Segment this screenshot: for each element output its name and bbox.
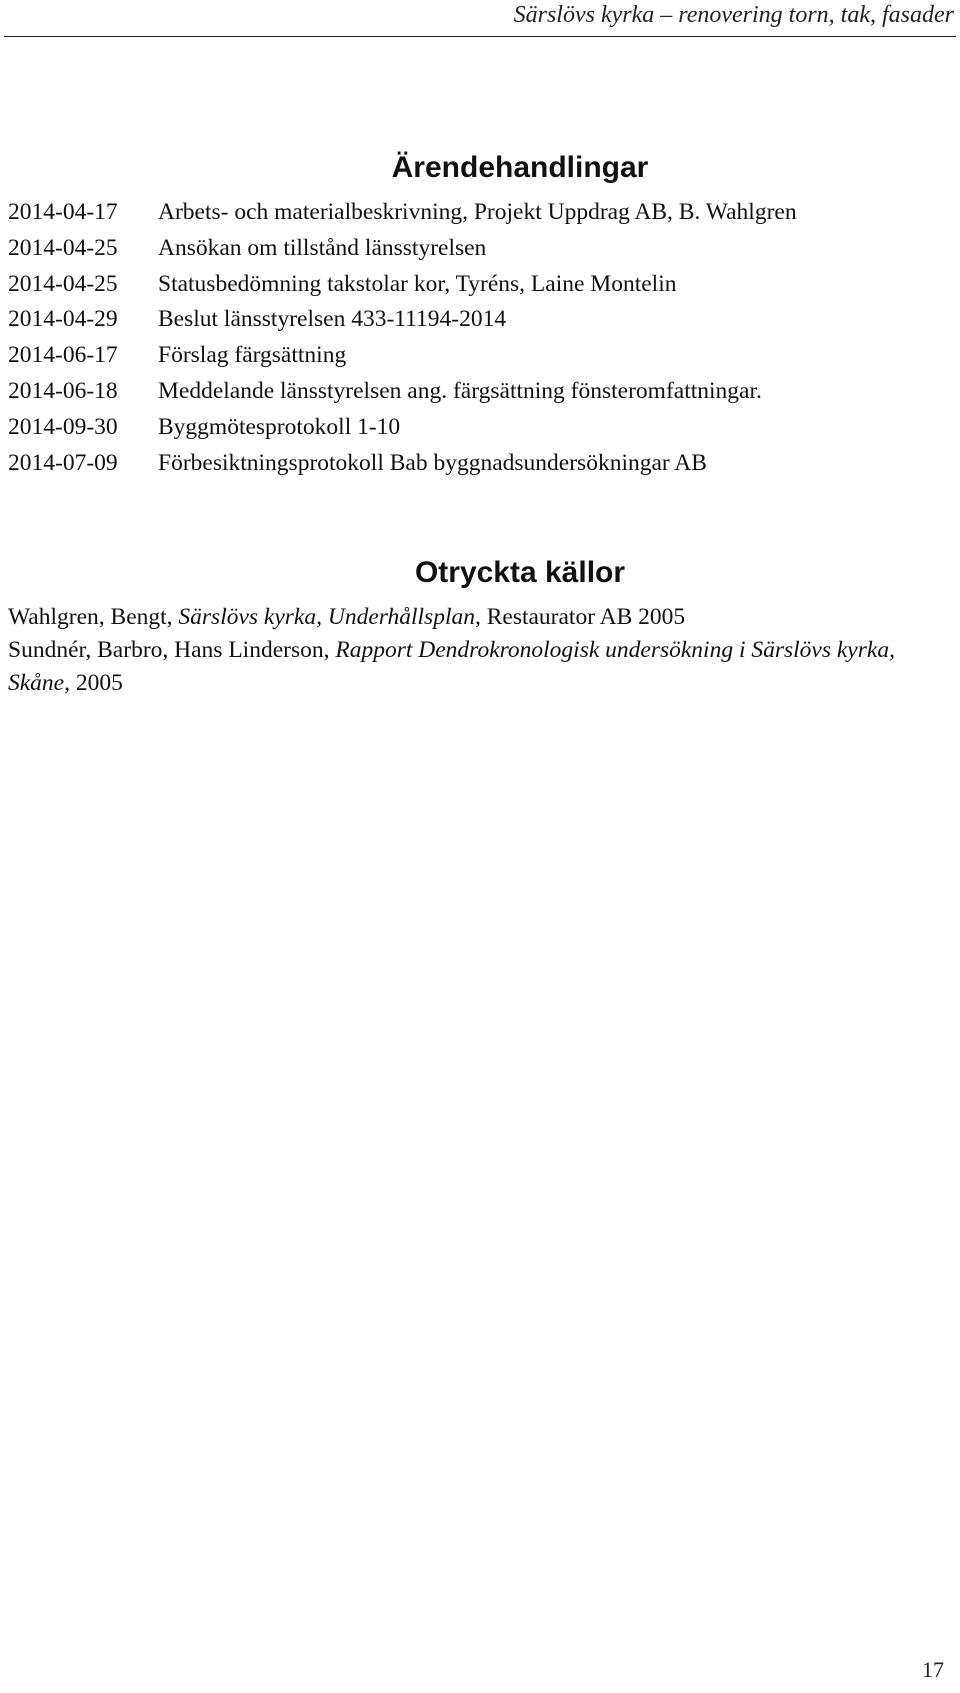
case-document-row [8, 197, 953, 233]
case-document-date: 2014-06-18 [8, 377, 118, 404]
source-title: Rapport Dendrokronologisk undersökning i Särslövs kyrka, Skåne, [8, 637, 895, 696]
case-document-row [8, 412, 953, 448]
case-document-row [8, 269, 953, 305]
case-document-row [8, 448, 953, 484]
case-document-list [8, 197, 953, 483]
running-header [4, 0, 956, 37]
source-entry [8, 601, 953, 634]
case-document-row [8, 233, 953, 269]
case-document-description: Byggmötesprotokoll 1-10 [158, 413, 401, 440]
case-document-date: 2014-04-25 [8, 270, 118, 297]
case-document-row [8, 340, 953, 376]
case-document-description: Ansökan om tillstånd länsstyrelsen [158, 234, 487, 261]
case-document-date: 2014-04-17 [8, 199, 118, 225]
case-document-description: Statusbedömning takstolar kor, Tyréns, Laine Montelin [158, 270, 677, 297]
case-document-description: Beslut länsstyrelsen 433-11194-2014 [158, 306, 507, 333]
source-author: Sundnér, Barbro, Hans Linderson, [8, 637, 336, 663]
source-title: Särslövs kyrka, Underhållsplan, [178, 604, 481, 630]
source-entry [8, 634, 953, 700]
case-document-date: 2014-07-09 [8, 449, 118, 476]
source-publisher: Restaurator AB 2005 [480, 604, 686, 630]
case-document-row [8, 376, 953, 412]
case-document-date: 2014-04-25 [8, 234, 118, 261]
source-publisher: 2005 [70, 670, 123, 696]
case-document-description: Förslag färgsättning [158, 342, 347, 369]
source-author: Wahlgren, Bengt, [8, 604, 179, 630]
case-document-description: Arbets- och materialbeskrivning, Projekt Uppdrag AB, B. Wahlgren [158, 199, 797, 225]
case-document-description: Förbesiktningsprotokoll Bab byggnadsundersökningar AB [158, 449, 707, 476]
case-document-row [8, 304, 953, 340]
running-header-title: Särslövs kyrka – renovering torn, tak, fasader [513, 2, 954, 28]
case-document-date: 2014-09-30 [8, 413, 118, 440]
page-number: 17 [922, 1657, 944, 1682]
case-document-date: 2014-04-29 [8, 306, 118, 333]
section-heading-otryckta-kallor: Otryckta källor [414, 556, 626, 589]
case-document-description: Meddelande länsstyrelsen ang. färgsättning fönsteromfattningar. [158, 377, 762, 404]
section-heading-arendehandlingar: Ärendehandlingar [391, 151, 649, 184]
case-document-date: 2014-06-17 [8, 342, 118, 369]
